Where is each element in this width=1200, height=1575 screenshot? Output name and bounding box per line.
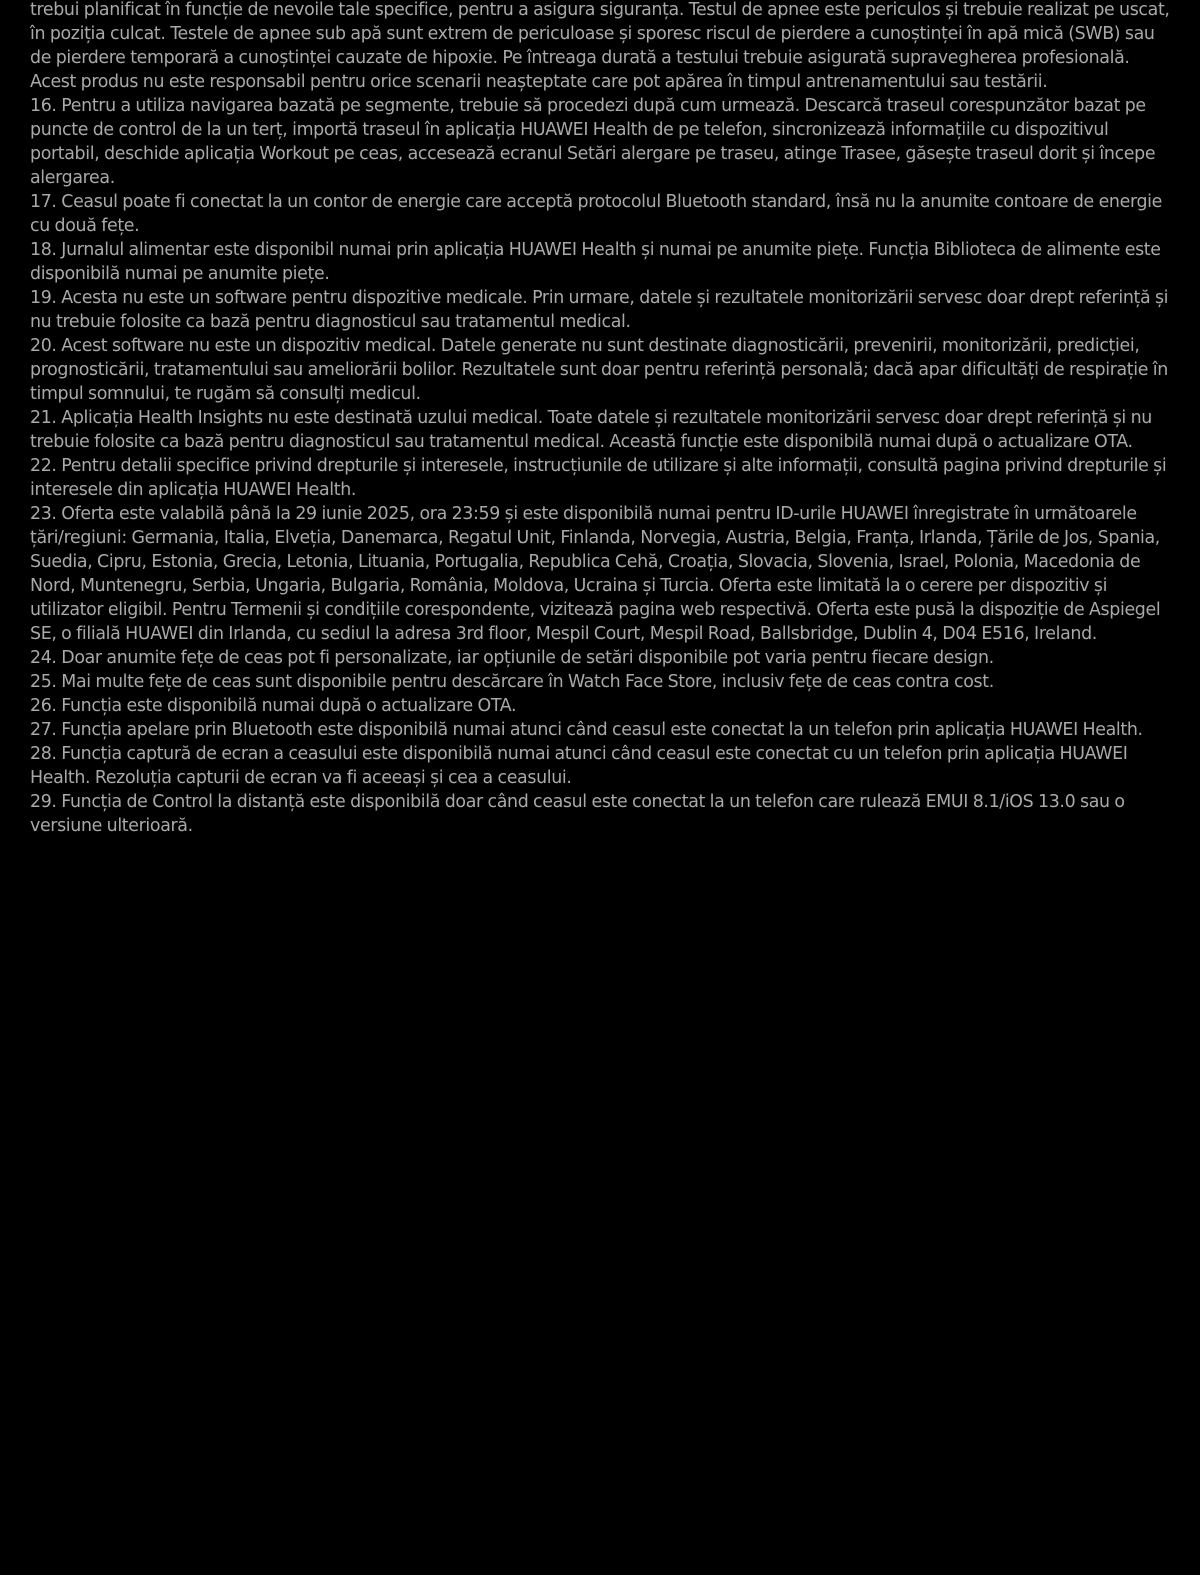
note-21: 21. Aplicația Health Insights nu este destinată uzului medical. Toate datele și rezultatele monitorizării servesc doar drept referință și nu trebuie folosite ca bază pentru diagnosticul sau tratamentul medical. Această funcție este disponibilă numai după o actualizare OTA. [30,408,1152,452]
note-19: 19. Acesta nu este un software pentru dispozitive medicale. Prin urmare, datele și rezultatele monitorizării servesc doar drept referință și nu trebuie folosite ca bază pentru diagnosticul sau tratamentul medical. [30,288,1169,332]
note-20: 20. Acest software nu este un dispozitiv medical. Datele generate nu sunt destinate diagnosticării, prevenirii, monitorizării, predicției, prognosticării, tratamentului sau ameliorării bolilor. Rezultatele sunt doar pentru referință personală; dacă apar dificultăți de respirație în timpul somnului, te rugăm să consulți medicul. [30,336,1168,404]
note-18: 18. Jurnalul alimentar este disponibil numai prin aplicația HUAWEI Health și numai pe anumite piețe. Funcția Biblioteca de alimente este disponibilă numai pe anumite piețe. [30,240,1161,284]
note-22: 22. Pentru detalii specifice privind drepturile și interesele, instrucțiunile de utilizare și alte informații, consultă pagina privind drepturile și interesele din aplicația HUAWEI Health. [30,456,1167,500]
note-17: 17. Ceasul poate fi conectat la un contor de energie care acceptă protocolul Bluetooth standard, însă nu la anumite contoare de energie cu două fețe. [30,192,1162,236]
note-27: 27. Funcția apelare prin Bluetooth este disponibilă numai atunci când ceasul este conectat la un telefon prin aplicația HUAWEI Health. [30,720,1143,740]
note-24: 24. Doar anumite fețe de ceas pot fi personalizate, iar opțiunile de setări disponibile pot varia pentru fiecare design. [30,648,994,668]
note-28: 28. Funcția captură de ecran a ceasului este disponibilă numai atunci când ceasul este conectat cu un telefon prin aplicația HUAWEI Health. Rezoluția capturii de ecran va fi aceeași și cea a ceasului. [30,744,1128,788]
note-23: 23. Oferta este valabilă până la 29 iunie 2025, ora 23:59 și este disponibilă numai pentru ID-urile HUAWEI înregistrate în următoarele țări/regiuni: Germania, Italia, Elveția, Danemarca, Regatul Unit, Finlanda, Norvegia, Austria, Belgia, Franța, Irlanda, Țările de Jos, Spania, Suedia, Cipru, Estonia, Grecia, Letonia, Lituania, Portugalia, Republica Cehă, Croația, Slovacia, Slovenia, Israel, Polonia, Macedonia de Nord, Muntenegru, Serbia, Ungaria, Bulgaria, România, Moldova, Ucraina și Turcia. Oferta este limitată la o cerere per dispozitiv și utilizator eligibil. Pentru Termenii și condițiile corespondente, vizitează pagina web respectivă. Oferta este pusă la dispoziție de Aspiegel SE, o filială HUAWEI din Irlanda, cu sediul la adresa 3rd floor, Mespil Court, Mespil Road, Ballsbridge, Dublin 4, D04 E516, Ireland. [30,504,1161,644]
note-26: 26. Funcția este disponibilă numai după o actualizare OTA. [30,696,517,716]
disclaimer-notes [30,0,1172,838]
note-15-continuation: trebui planificat în funcție de nevoile tale specifice, pentru a asigura siguranța. Testul de apnee este periculos și trebuie realizat pe uscat, în poziția culcat. Testele de apnee sub apă sunt extrem de periculoase și sporesc riscul de pierdere a cunoștinței în apă mică (SWB) sau de pierdere temporară a cunoștinței cauzate de hipoxie. Pe întreaga durată a testului trebuie asigurată supravegherea profesională. Acest produs nu este responsabil pentru orice scenarii neașteptate care pot apărea în timpul antrenamentului sau testării. [30,0,1170,92]
note-25: 25. Mai multe fețe de ceas sunt disponibile pentru descărcare în Watch Face Store, inclusiv fețe de ceas contra cost. [30,672,994,692]
note-16: 16. Pentru a utiliza navigarea bazată pe segmente, trebuie să procedezi după cum urmează. Descarcă traseul corespunzător bazat pe puncte de control de la un terț, importă traseul în aplicația HUAWEI Health de pe telefon, sincronizează informațiile cu dispozitivul portabil, deschide aplicația Workout pe ceas, accesează ecranul Setări alergare pe traseu, atinge Trasee, găsește traseul dorit și începe alergarea. [30,96,1156,188]
note-29: 29. Funcția de Control la distanță este disponibilă doar când ceasul este conectat la un telefon care rulează EMUI 8.1/iOS 13.0 sau o versiune ulterioară. [30,792,1125,836]
